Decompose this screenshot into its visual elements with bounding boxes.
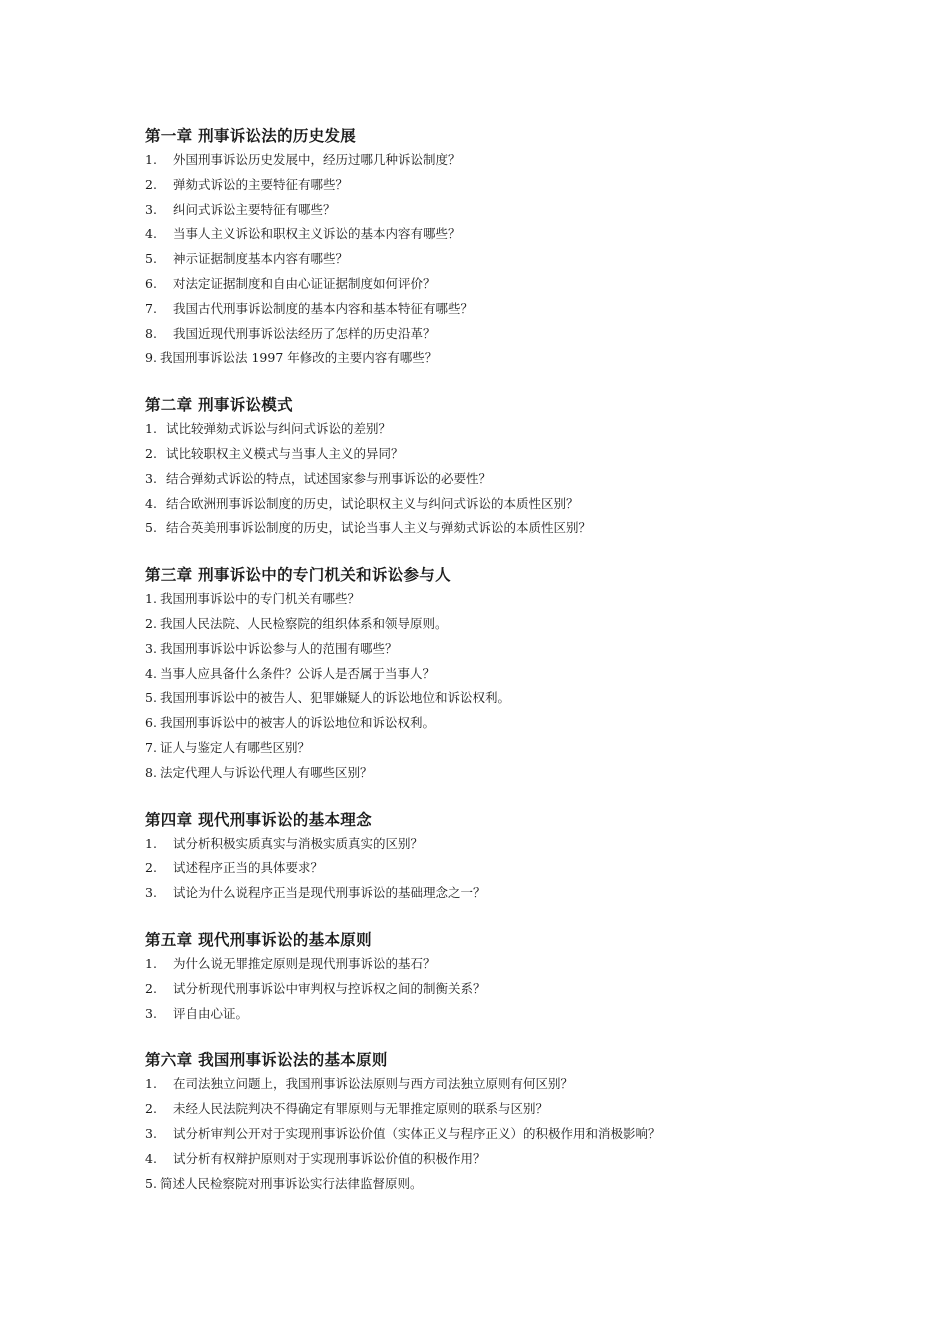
question-text: 我国近现代刑事诉讼法经历了怎样的历史沿革？: [173, 325, 436, 341]
question-item: [145, 832, 905, 857]
question-text: 试分析积极实质真实与消极实质真实的区别？: [173, 835, 424, 851]
question-item: [145, 952, 905, 977]
question-text: 结合欧洲刑事诉讼制度的历史，试论职权主义与纠问式诉讼的本质性区别？: [166, 495, 579, 511]
chapter-6: [145, 1050, 905, 1196]
question-number: 4.: [145, 1150, 157, 1166]
chapter-title: 第六章 我国刑事诉讼法的基本原则: [145, 1051, 388, 1070]
question-text: 在司法独立问题上，我国刑事诉讼法原则与西方司法独立原则有何区别？: [173, 1076, 574, 1092]
question-number: 2.: [145, 615, 157, 631]
question-text: 我国人民法院、人民检察院的组织体系和领导原则。: [160, 615, 448, 631]
question-item: [145, 516, 905, 541]
question-item: [145, 247, 905, 272]
question-list: [145, 417, 905, 541]
question-text: 我国刑事诉讼中诉讼参与人的范围有哪些？: [160, 640, 398, 656]
question-number: 1.: [145, 591, 157, 607]
question-text: 纠问式诉讼主要特征有哪些？: [173, 201, 336, 217]
question-list: [145, 148, 905, 371]
chapter-3: [145, 565, 905, 785]
chapter-title: 第三章 刑事诉讼中的专门机关和诉讼参与人: [145, 566, 451, 585]
question-number: 2.: [145, 980, 157, 996]
question-list: [145, 587, 905, 785]
question-item: [145, 1172, 905, 1197]
question-number: 3.: [145, 1125, 157, 1141]
question-number: 1.: [145, 955, 157, 971]
question-number: 9.: [145, 350, 157, 366]
question-text: 结合英美刑事诉讼制度的历史，试论当事人主义与弹劾式诉讼的本质性区别？: [166, 520, 592, 536]
question-number: 3.: [145, 1005, 157, 1021]
question-text: 试分析现代刑事诉讼中审判权与控诉权之间的制衡关系？: [173, 980, 486, 996]
question-number: 2.: [145, 176, 157, 192]
question-number: 3.: [145, 201, 157, 217]
question-item: [145, 881, 905, 906]
question-item: [145, 1072, 905, 1097]
question-item: [145, 856, 905, 881]
question-number: 7.: [145, 300, 157, 316]
question-text: 试分析有权辩护原则对于实现刑事诉讼价值的积极作用？: [173, 1150, 486, 1166]
chapter-1: [145, 126, 905, 371]
question-item: [145, 1097, 905, 1122]
chapter-4: [145, 810, 905, 906]
question-number: 2.: [145, 1101, 157, 1117]
question-number: 1.: [145, 835, 157, 851]
question-number: 6.: [145, 275, 157, 291]
question-item: [145, 637, 905, 662]
question-text: 外国刑事诉讼历史发展中，经历过哪几种诉讼制度？: [173, 152, 461, 167]
question-number: 3.: [145, 640, 157, 656]
question-item: [145, 272, 905, 297]
question-text: 试分析审判公开对于实现刑事诉讼价值（实体正义与程序正义）的积极作用和消极影响？: [173, 1125, 661, 1141]
question-number: 4.: [145, 665, 157, 681]
question-text: 试比较弹劾式诉讼与纠问式诉讼的差别？: [166, 421, 392, 437]
question-text: 试述程序正当的具体要求？: [173, 860, 324, 876]
question-text: 我国古代刑事诉讼制度的基本内容和基本特征有哪些？: [173, 300, 474, 316]
question-item: [145, 198, 905, 223]
question-text: 我国刑事诉讼法 1997 年修改的主要内容有哪些？: [160, 350, 438, 366]
question-text: 神示证据制度基本内容有哪些？: [173, 251, 349, 267]
question-item: [145, 587, 905, 612]
question-item: [145, 1002, 905, 1027]
question-item: [145, 761, 905, 786]
question-text: 简述人民检察院对刑事诉讼实行法律监督原则。: [160, 1175, 423, 1191]
question-item: [145, 322, 905, 347]
question-item: [145, 1147, 905, 1172]
question-text: 当事人应具备什么条件？公诉人是否属于当事人？: [160, 665, 436, 681]
question-list: [145, 1072, 905, 1196]
question-item: [145, 736, 905, 761]
question-text: 评自由心证。: [173, 1005, 249, 1021]
question-item: [145, 417, 905, 442]
question-text: 证人与鉴定人有哪些区别？: [160, 739, 311, 755]
question-item: [145, 297, 905, 322]
chapter-2: [145, 395, 905, 541]
question-item: [145, 686, 905, 711]
question-number: 8.: [145, 764, 157, 780]
question-list: [145, 952, 905, 1026]
chapter-title: 第五章 现代刑事诉讼的基本原则: [145, 930, 372, 949]
question-item: [145, 977, 905, 1002]
question-text: 试比较职权主义模式与当事人主义的异同？: [166, 445, 404, 461]
question-text: 弹劾式诉讼的主要特征有哪些？: [173, 176, 349, 192]
question-list: [145, 832, 905, 906]
question-item: [145, 442, 905, 467]
chapter-5: [145, 930, 905, 1026]
question-number: 1.: [145, 152, 157, 167]
document-page: [145, 126, 905, 1220]
question-item: [145, 612, 905, 637]
question-number: 1.: [145, 1076, 157, 1092]
question-text: 未经人民法院判决不得确定有罪原则与无罪推定原则的联系与区别？: [173, 1101, 549, 1117]
question-text: 我国刑事诉讼中的被害人的诉讼地位和诉讼权利。: [160, 715, 436, 731]
question-number: 1.: [145, 421, 157, 437]
question-text: 为什么说无罪推定原则是现代刑事诉讼的基石？: [173, 955, 436, 971]
question-item: [145, 148, 905, 173]
question-number: 5.: [145, 690, 157, 706]
question-number: 4.: [145, 226, 157, 242]
question-number: 5.: [145, 1175, 157, 1191]
question-text: 结合弹劾式诉讼的特点，试述国家参与刑事诉讼的必要性？: [166, 470, 492, 486]
chapter-title: 第二章 刑事诉讼模式: [145, 396, 293, 415]
question-number: 7.: [145, 739, 157, 755]
question-number: 4.: [145, 495, 157, 511]
question-number: 2.: [145, 445, 157, 461]
question-text: 试论为什么说程序正当是现代刑事诉讼的基础理念之一？: [173, 885, 486, 901]
chapter-title: 第一章 刑事诉讼法的历史发展: [145, 127, 357, 145]
question-text: 对法定证据制度和自由心证证据制度如何评价？: [173, 275, 436, 291]
question-text: 当事人主义诉讼和职权主义诉讼的基本内容有哪些？: [173, 226, 461, 242]
question-item: [145, 222, 905, 247]
question-text: 法定代理人与诉讼代理人有哪些区别？: [160, 764, 373, 780]
question-item: [145, 467, 905, 492]
question-number: 5.: [145, 251, 157, 267]
question-item: [145, 346, 905, 371]
chapter-title: 第四章 现代刑事诉讼的基本理念: [145, 810, 372, 829]
question-number: 8.: [145, 325, 157, 341]
question-number: 3.: [145, 885, 157, 901]
question-number: 3.: [145, 470, 157, 486]
question-text: 我国刑事诉讼中的专门机关有哪些？: [160, 591, 361, 607]
question-item: [145, 173, 905, 198]
question-item: [145, 1122, 905, 1147]
question-number: 6.: [145, 715, 157, 731]
question-number: 5.: [145, 520, 157, 536]
question-item: [145, 492, 905, 517]
question-text: 我国刑事诉讼中的被告人、犯罪嫌疑人的诉讼地位和诉讼权利。: [160, 690, 511, 706]
question-item: [145, 711, 905, 736]
question-number: 2.: [145, 860, 157, 876]
question-item: [145, 662, 905, 687]
